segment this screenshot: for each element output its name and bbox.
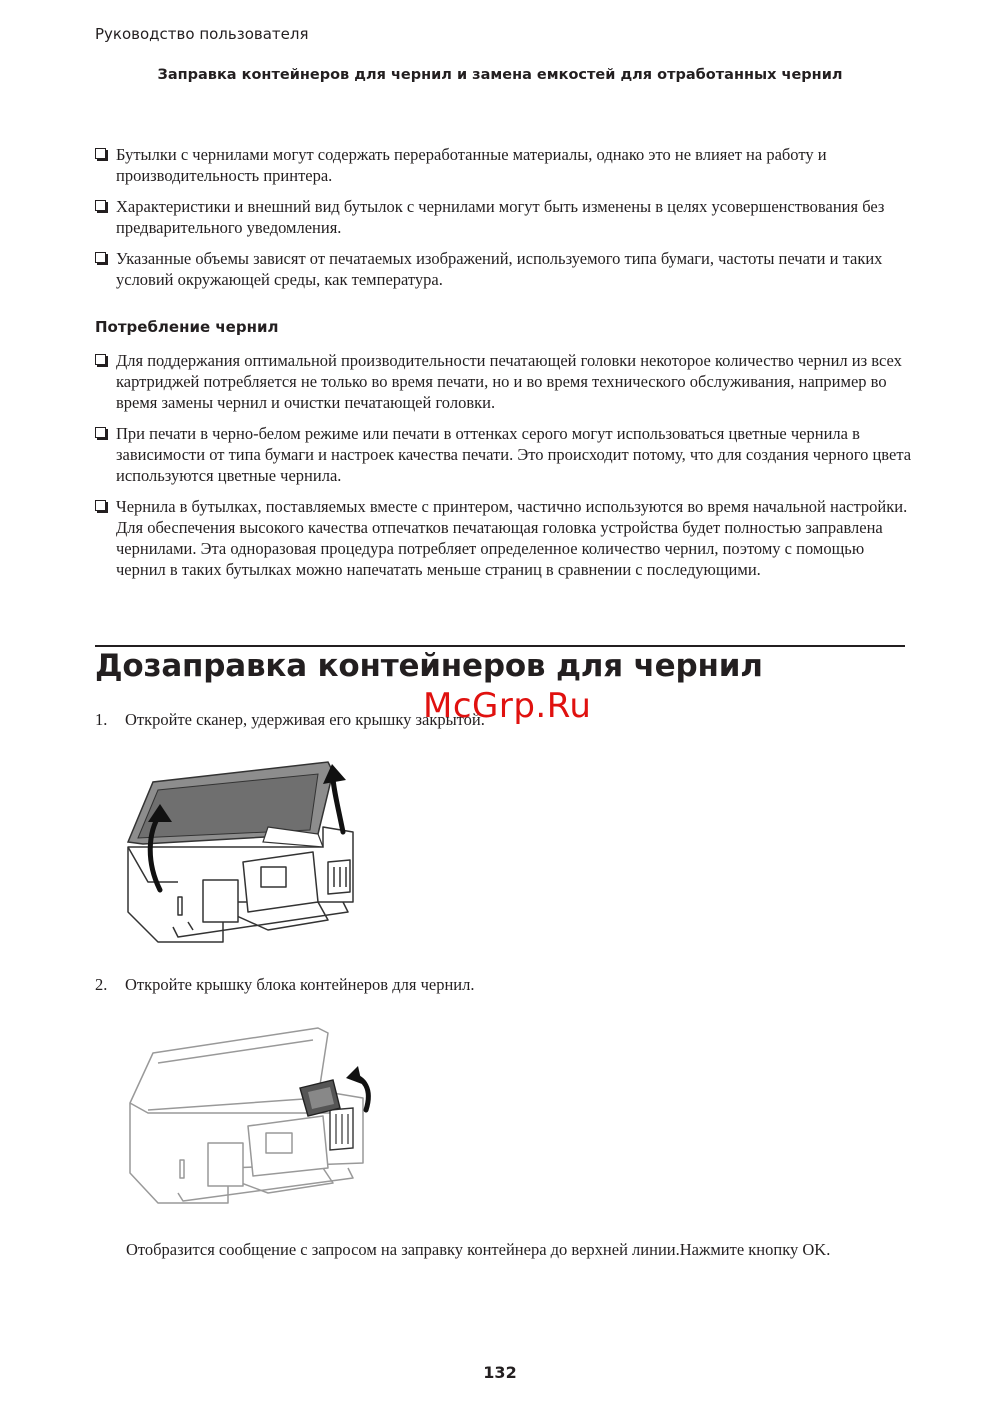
checkbox-bullet-icon — [95, 148, 106, 159]
list-item: При печати в черно-белом режиме или печати в оттенках серого могут использоваться цветные чернила в зависимости от типа бумаги и настроек качества печати. Это происходит потому, что для создания черного цвета используются цветные чернила. — [95, 423, 915, 486]
checkbox-bullet-icon — [95, 200, 106, 211]
watermark: McGrp.Ru — [423, 686, 592, 726]
list-item: Бутылки с чернилами могут содержать переработанные материалы, однако это не влияет на работу и производительность принтера. — [95, 144, 915, 186]
notes-list — [95, 144, 915, 300]
list-item: Для поддержания оптимальной производительности печатающей головки некоторое количество чернил из всех картриджей потребляется не только во время печати, но и во время технического обслуживания, например во время замены чернил и очистки печатающей головки. — [95, 350, 915, 413]
printer-ink-cover-open-illustration — [118, 1018, 388, 1208]
section-divider — [95, 645, 905, 647]
step-text: Откройте крышку блока контейнеров для чернил. — [125, 975, 475, 994]
step-text: Откройте сканер, удерживая его крышку закрытой. — [125, 710, 485, 729]
checkbox-bullet-icon — [95, 252, 106, 263]
checkbox-bullet-icon — [95, 500, 106, 511]
page-number: 132 — [483, 1363, 517, 1382]
section-title: Заправка контейнеров для чернил и замена емкостей для отработанных чернил — [157, 67, 843, 83]
consumption-list — [95, 350, 915, 590]
list-item: Указанные объемы зависят от печатаемых изображений, используемого типа бумаги, частоты печати и таких условий окружающей среды, как температура. — [95, 248, 915, 290]
list-item: Характеристики и внешний вид бутылок с чернилами могут быть изменены в целях усовершенствования без предварительного уведомления. — [95, 196, 915, 238]
checkbox-bullet-icon — [95, 354, 106, 365]
checkbox-bullet-icon — [95, 427, 106, 438]
list-item: Чернила в бутылках, поставляемых вместе с принтером, частично используются во время начальной настройки. Для обеспечения высокого качества отпечатков печатающая головка устройства будет полностью заправлена чернилами. Эта одноразовая процедура потребляет определенное количество чернил, поэтому с помощью чернил в таких бутылках можно напечатать меньше страниц в сравнении с последующими. — [95, 496, 915, 580]
page-heading: Дозаправка контейнеров для чернил — [95, 648, 763, 684]
manual-title: Руководство пользователя — [95, 25, 309, 43]
step-note: Отобразится сообщение с запросом на заправку контейнера до верхней линии.Нажмите кнопку OK. — [126, 1240, 831, 1259]
printer-scanner-open-illustration — [118, 752, 368, 947]
step-number: 2. — [95, 975, 108, 994]
subsection-heading: Потребление чернил — [95, 318, 279, 336]
step-2 — [95, 975, 474, 995]
step-number: 1. — [95, 710, 108, 729]
